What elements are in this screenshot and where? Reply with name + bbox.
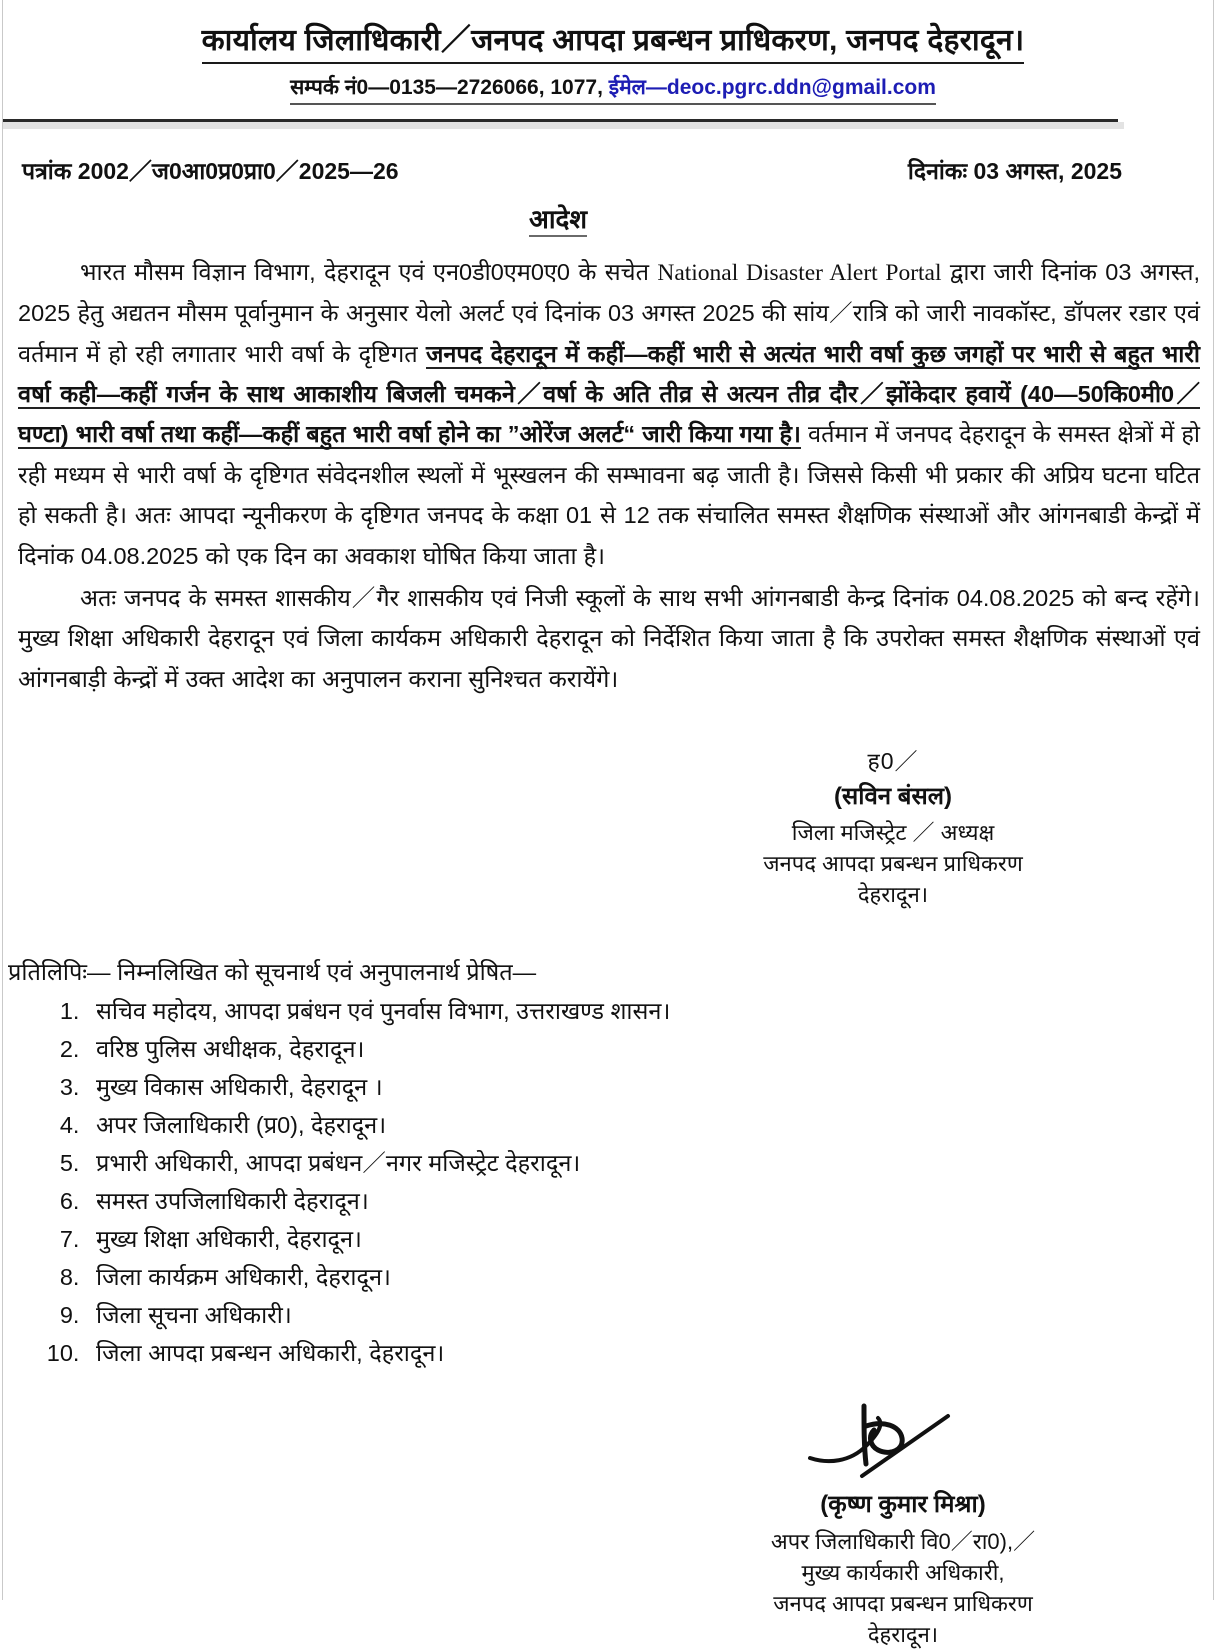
- para1-orange-alert-highlight: जनपद देहरादून में कहीं—कहीं भारी से अत्यंत भारी वर्षा कुछ जगहों पर भारी से बहुत भारी वर्षा कही—कहीं गर्जन के साथ आकाशीय बिजली चमकने／वर्षा के अति तीव्र से अत्यन तीव्र दौर／झोंकेदार हवायें (40—50कि0मी0／घण्टा) भारी वर्षा तथा कहीं—कहीं बहुत भारी वर्षा होने का ”ओरेंज अलर्ट“ जारी किया गया है।: [18, 340, 1201, 448]
- page-left-edge-rule: [2, 0, 3, 1600]
- header-divider: [3, 119, 1216, 131]
- signature-block-additional-district-magistrate: [688, 1396, 1118, 1650]
- reference-line: [22, 153, 1200, 186]
- signature-mark-ho: ह0／: [867, 748, 919, 775]
- list-item: 4. अपर जिलाधिकारी (प्र0), देहरादून।: [86, 1106, 1226, 1144]
- list-item: 5. प्रभारी अधिकारी, आपदा प्रबंधन／नगर मजिस्ट्रेट देहरादून।: [86, 1144, 1226, 1182]
- signature-block-district-magistrate: [678, 745, 1108, 910]
- signatory-designation-bottom-2: मुख्य कार्यकारी अधिकारी,: [801, 1559, 1005, 1585]
- para1-segment-b: द्वारा जारी दिनांक 03 अगस्त, 2025 हेतु अद्यतन मौसम पूर्वानुमान के अनुसार येलो अलर्ट एवं दिनांक 03 अगस्त 2025 की सांय／रात्रि को जारी नावकॉस्ट, डॉपलर रडार एवं वर्तमान में हो रही लगातार भारी वर्षा के दृष्टिगत: [18, 258, 1200, 367]
- signatory-designation-top-3: देहरादून।: [857, 882, 929, 908]
- header-divider-shadow: [3, 122, 1124, 129]
- signatory-designation-bottom-4: देहरादून।: [867, 1622, 939, 1648]
- letterhead: [0, 0, 1226, 105]
- signatory-name-bottom: (कृष्ण कुमार मिश्रा): [820, 1491, 986, 1519]
- order-heading-text: आदेश: [529, 204, 587, 237]
- signatory-designation-bottom-1: अपर जिलाधिकारी वि0／रा0),／: [770, 1528, 1036, 1554]
- para1-segment-a: भारत मौसम विज्ञान विभाग, देहरादून एवं एन0डी0एम0ए0 के सचेत: [80, 258, 658, 285]
- signatory-name-top: (सविन बंसल): [834, 782, 952, 810]
- page-right-edge-rule: [1213, 0, 1214, 1600]
- list-item: 6. समस्त उपजिलाधिकारी देहरादून।: [86, 1182, 1226, 1220]
- contact-line: [290, 74, 936, 104]
- list-item: 7. मुख्य शिक्षा अधिकारी, देहरादून।: [86, 1220, 1226, 1258]
- list-item: 2. वरिष्ठ पुलिस अधीक्षक, देहरादून।: [86, 1030, 1226, 1068]
- signatory-designation-top-1: जिला मजिस्ट्रेट ／ अध्यक्ष: [791, 819, 995, 845]
- memo-date: दिनांकः 03 अगस्त, 2025: [907, 157, 1122, 184]
- list-item: 10. जिला आपदा प्रबन्धन अधिकारी, देहरादून।: [86, 1334, 1226, 1372]
- copy-to-section: [8, 955, 1226, 1373]
- copy-to-heading: प्रतिलिपिः— निम्नलिखित को सूचनार्थ एवं अनुपालनार्थ प्रेषित—: [8, 958, 537, 985]
- body-paragraph-1: [18, 252, 1200, 576]
- order-body: [18, 252, 1200, 699]
- order-heading: [0, 200, 1226, 236]
- list-item: 1. सचिव महोदय, आपदा प्रबंधन एवं पुनर्वास विभाग, उत्तराखण्ड शासन।: [86, 992, 1226, 1030]
- para1-segment-c: वर्तमान में जनपद देहरादून के समस्त क्षेत्रों में हो रही मध्यम से भारी वर्षा के दृष्टिगत संवेदनशील स्थलों में भूस्खलन की सम्भावना बढ़ जाती है। जिससे किसी भी प्रकार की अप्रिय घटना घटित हो सकती है। अतः आपदा न्यूनीकरण के दृष्टिगत जनपद के कक्षा 01 से 12 तक संचालित समस्त शैक्षणिक संस्थाओं और आंगनबाडी केन्द्रों में दिनांक 04.08.2025 को एक दिन का अवकाश घोषित किया जाता है।: [18, 421, 1200, 569]
- office-title: कार्यालय जिलाधिकारी／जनपद आपदा प्रबन्धन प्राधिकरण, जनपद देहरादून।: [202, 22, 1025, 64]
- para1-portal-name: National Disaster Alert Portal: [657, 259, 942, 286]
- signatory-designation-top-2: जनपद आपदा प्रबन्धन प्राधिकरण: [763, 851, 1023, 877]
- copy-to-list: [8, 992, 1226, 1373]
- list-item: 3. मुख्य विकास अधिकारी, देहरादून ।: [86, 1068, 1226, 1106]
- signatory-designation-bottom-3: जनपद आपदा प्रबन्धन प्राधिकरण: [773, 1591, 1033, 1617]
- handwritten-signature-icon: [688, 1396, 1118, 1488]
- email-link[interactable]: ईमेल—deoc.pgrc.ddn@gmail.com: [608, 76, 936, 100]
- list-item: 8. जिला कार्यक्रम अधिकारी, देहरादून।: [86, 1258, 1226, 1296]
- memo-number: पत्रांक 2002／ज0आ0प्र0प्रा0／2025—26: [22, 157, 399, 184]
- body-paragraph-2: अतः जनपद के समस्त शासकीय／गैर शासकीय एवं निजी स्कूलों के साथ सभी आंगनबाडी केन्द्र दिनांक 04.08.2025 को बन्द रहेंगे। मुख्य शिक्षा अधिकारी देहरादून एवं जिला कार्यकम अधिकारी देहरादून को निर्देशित किया जाता है कि उपरोक्त समस्त शैक्षणिक संस्थाओं एवं आंगनबाड़ी केन्द्रों में उक्त आदेश का अनुपालन कराना सुनिश्चत करायेंगे।: [18, 584, 1200, 692]
- contact-phone-text: सम्पर्क नं0—0135—2726066, 1077,: [290, 76, 609, 100]
- list-item: 9. जिला सूचना अधिकारी।: [86, 1296, 1226, 1334]
